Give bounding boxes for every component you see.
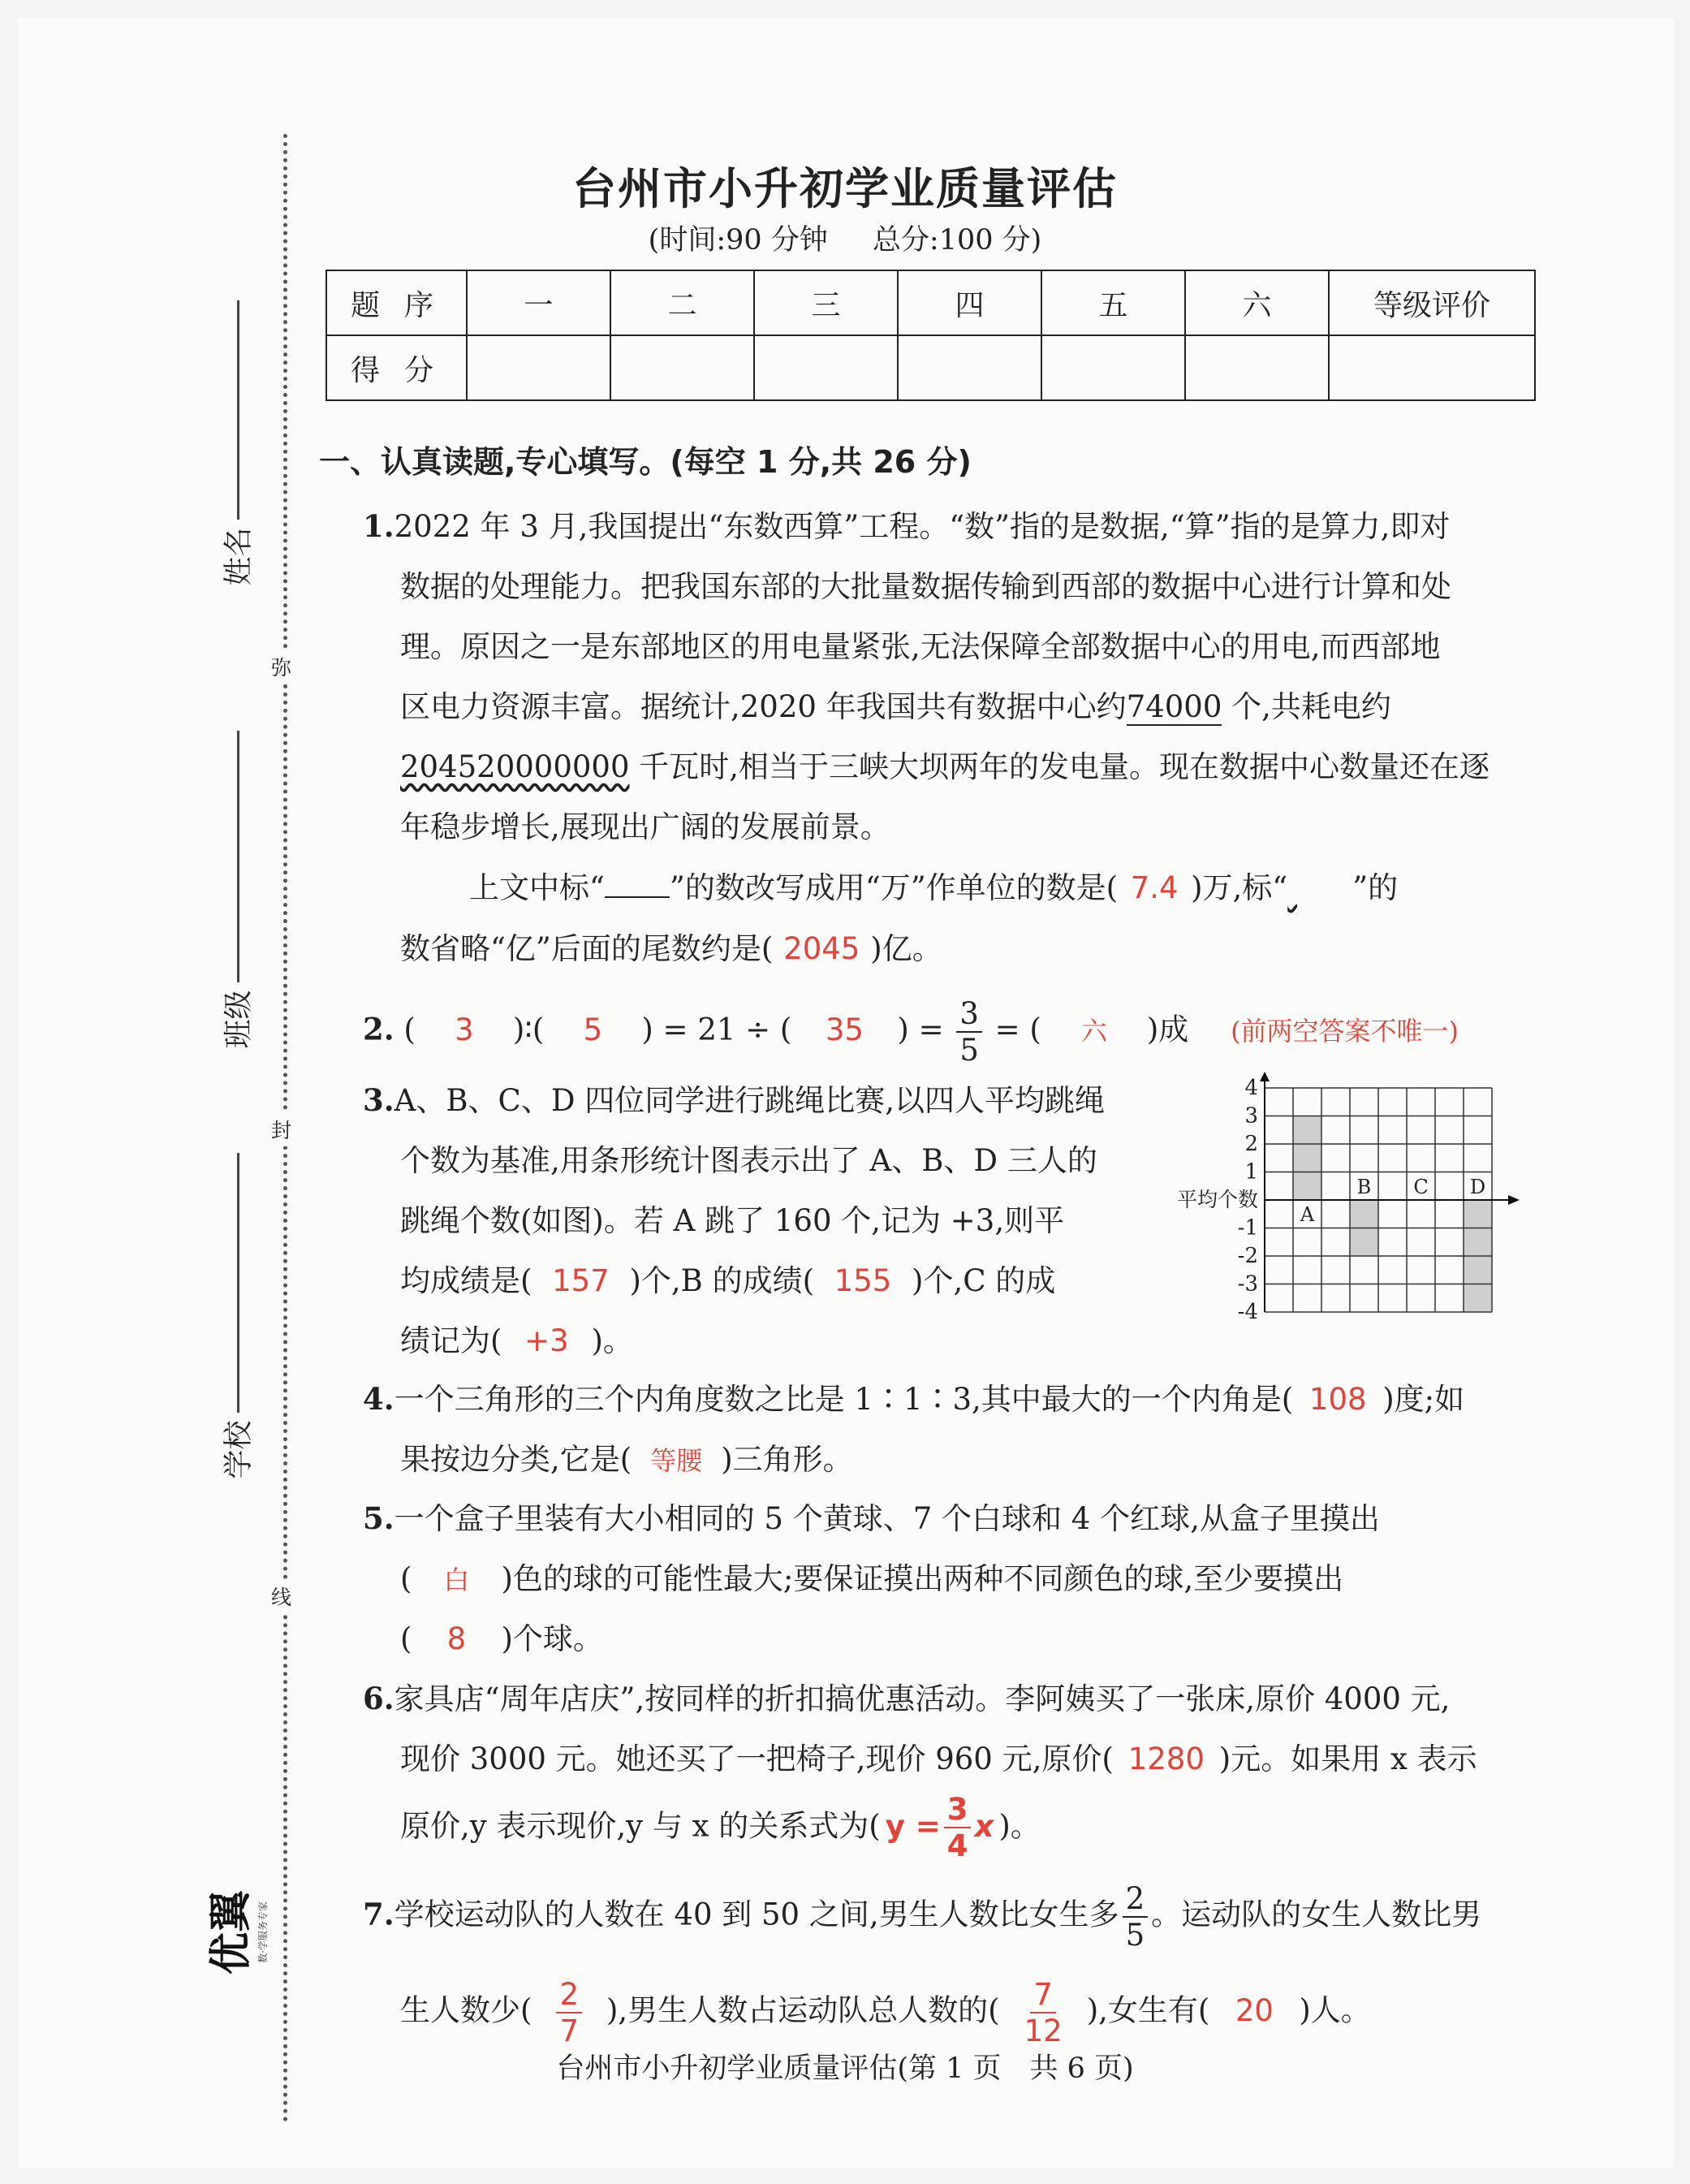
q1-line: 1.2022 年 3 月,我国提出“东数西算”工程。“数”指的是数据,“算”指的是算力,即对: [363, 508, 1451, 544]
name-underline: [237, 300, 239, 520]
row-label: 题序: [326, 270, 467, 335]
logo-tagline: 数·学服务专家: [257, 1901, 269, 1963]
fraction: $\frac{2}{5}$: [1123, 1884, 1149, 1950]
answer: $\frac{2}{7}$: [556, 1979, 582, 2046]
q6-line: 原价,y 表示现价,y 与 x 的关系式为( y = $\frac{3}{4}$ x )。: [400, 1792, 1041, 1863]
score-cell[interactable]: [610, 335, 754, 400]
q7-line: 生人数少( $\frac{2}{7}$ ),男生人数占运动队总人数的( $\frac{7}{12}$ ),女生有( 20 )人。: [400, 1977, 1371, 2048]
y-tick-label: -4: [1237, 1300, 1258, 1324]
seal-char-3: 线: [271, 1579, 291, 1613]
score-cell[interactable]: [1185, 335, 1329, 400]
page-title: 台州市小升初学业质量评估: [572, 163, 1118, 214]
q4-line: 4.一个三角形的三个内角度数之比是 1∶1∶3,其中最大的一个内角是( 108 )度;如: [363, 1381, 1465, 1417]
time-limit: (时间:90 分钟: [648, 224, 828, 257]
q1-line: 上文中标“ ”的数改写成用“万”作单位的数是( 7.4 )万,标“ ”的: [469, 870, 1399, 905]
answer: 白: [443, 1565, 470, 1595]
y-tick-label: -2: [1237, 1244, 1258, 1268]
score-cell[interactable]: [754, 335, 898, 400]
answer: 157: [552, 1263, 610, 1298]
answer: +3: [524, 1323, 569, 1358]
q5-line: ( 白 )色的球的可能性最大;要保证摸出两种不同颜色的球,至少要摸出: [400, 1561, 1344, 1596]
name-label: 姓名: [222, 527, 256, 586]
answer: 5: [583, 1012, 603, 1047]
answer: 155: [834, 1263, 892, 1298]
score-cell[interactable]: [1329, 335, 1535, 400]
score-cell[interactable]: [898, 335, 1041, 400]
answer: 3: [455, 1012, 474, 1047]
q6-line: 现价 3000 元。她还买了一把椅子,现价 960 元,原价( 1280 )元。如果用 x 表示: [400, 1742, 1477, 1776]
answer-note: (前两空答案不唯一): [1231, 1015, 1459, 1047]
seal-char-2: 封: [271, 1112, 291, 1146]
logo-brand: 优翼: [207, 1889, 256, 1975]
q3-line: 绩记为( +3 )。: [400, 1323, 633, 1358]
y-axis-arrow: [1260, 1072, 1270, 1081]
q1-line: 区电力资源丰富。据统计,2020 年我国共有数据中心约74000 个,共耗电约: [400, 689, 1391, 724]
underlined-number: 74000: [1126, 689, 1222, 724]
q1-line: 204520000000 千瓦时,相当于三峡大坝两年的发电量。现在数据中心数量还在逐: [400, 749, 1490, 784]
q1-line: 数省略“亿”后面的尾数约是( 2045 )亿。: [400, 931, 942, 966]
school-underline: [237, 1153, 239, 1413]
answer: 2045: [783, 931, 860, 966]
col-header: 三: [754, 270, 898, 335]
category-label: D: [1469, 1176, 1486, 1198]
answer: 等腰: [650, 1445, 703, 1476]
y-tick-label: -3: [1237, 1271, 1258, 1297]
class-label: 班级: [222, 990, 256, 1049]
answer: 1280: [1127, 1742, 1205, 1776]
q3-line: 均成绩是( 157 )个,B 的成绩( 155 )个,C 的成: [400, 1263, 1056, 1298]
score-table-header-row: [326, 270, 1535, 335]
row-label: 得分: [326, 335, 467, 400]
y-tick-label: 2: [1244, 1132, 1258, 1156]
q3-line: 个数为基准,用条形统计图表示出了 A、B、D 三人的: [400, 1143, 1097, 1178]
y-tick-label: 3: [1244, 1103, 1258, 1129]
q6-line: 6.家具店“周年店庆”,按同样的折扣搞优惠活动。李阿姨买了一张床,原价 4000 元,: [363, 1681, 1451, 1716]
score-table: [325, 270, 1536, 401]
page-footer: 台州市小升初学业质量评估(第 1 页 共 6 页): [556, 2052, 1134, 2085]
col-header: 四: [898, 270, 1041, 335]
col-header: 一: [467, 270, 610, 335]
answer: 7.4: [1130, 870, 1179, 905]
wavy-underlined-number: 204520000000: [400, 749, 630, 784]
q1-line: 数据的处理能力。把我国东部的大批量数据传输到西部的数据中心进行计算和处: [400, 569, 1451, 604]
bar-A: [1293, 1116, 1321, 1201]
fraction: $\frac{3}{5}$: [956, 999, 982, 1065]
answer: 8: [446, 1621, 467, 1656]
q5-line: ( 8 )个球。: [400, 1621, 603, 1656]
answer: $\frac{7}{12}$: [1024, 1977, 1063, 2048]
publisher-logo: [207, 1875, 278, 1997]
col-header: 六: [1185, 270, 1329, 335]
y-tick-label: 1: [1244, 1159, 1258, 1185]
section-heading: 一、认真读题,专心填写。(每空 1 分,共 26 分): [319, 444, 972, 480]
x-axis-arrow: [1508, 1195, 1520, 1205]
col-header: 等级评价: [1329, 270, 1535, 335]
answer: 六: [1080, 1015, 1107, 1047]
q3-line: 跳绳个数(如图)。若 A 跳了 160 个,记为 +3,则平: [400, 1203, 1065, 1238]
answer: 108: [1308, 1382, 1367, 1417]
q2-line: 2. ( 3 )∶( 5 ) = 21 ÷ ( 35 ) = $\frac{3}{5}$ = ( 六 )成 (前两空答案不唯一): [363, 996, 1459, 1068]
q4-line: 果按边分类,它是( 等腰 )三角形。: [400, 1442, 853, 1477]
answer: 20: [1235, 1992, 1274, 2028]
axis-label: 平均个数: [1176, 1188, 1258, 1211]
jump-rope-bar-chart: [1169, 1072, 1526, 1340]
score-table-score-row: [326, 335, 1535, 400]
category-label: A: [1300, 1203, 1315, 1226]
exam-meta: [0, 218, 1690, 258]
score-cell[interactable]: [1041, 335, 1185, 400]
q1-line: 理。原因之一是东部地区的用电量紧张,无法保障全部数据中心的用电,而西部地: [400, 629, 1441, 664]
seal-char-1: 弥: [271, 650, 291, 684]
q5-line: 5.一个盒子里装有大小相同的 5 个黄球、7 个白球和 4 个红球,从盒子里摸出: [363, 1500, 1380, 1536]
q1-line: 年稳步增长,展现出广阔的发展前景。: [400, 809, 890, 844]
answer: 35: [825, 1012, 864, 1047]
y-tick-label: -1: [1237, 1215, 1258, 1241]
school-label: 学校: [222, 1420, 256, 1479]
q3-line: 3.A、B、C、D 四位同学进行跳绳比赛,以四人平均跳绳: [363, 1082, 1106, 1118]
score-cell[interactable]: [467, 335, 610, 400]
class-underline: [237, 731, 239, 982]
y-tick-label: 4: [1244, 1076, 1258, 1100]
col-header: 五: [1041, 270, 1185, 335]
col-header: 二: [610, 270, 754, 335]
q7-line: 7.学校运动队的人数在 40 到 50 之间,男生人数比女生多 $\frac{2}{5}$ 。运动队的女生人数比男: [363, 1881, 1482, 1953]
category-label: B: [1356, 1176, 1372, 1198]
answer: y = $\frac{3}{4}$ x: [885, 1792, 994, 1863]
category-label: C: [1413, 1176, 1429, 1198]
question-number: 1.: [363, 508, 394, 544]
total-score: 总分:100 分): [872, 224, 1042, 257]
